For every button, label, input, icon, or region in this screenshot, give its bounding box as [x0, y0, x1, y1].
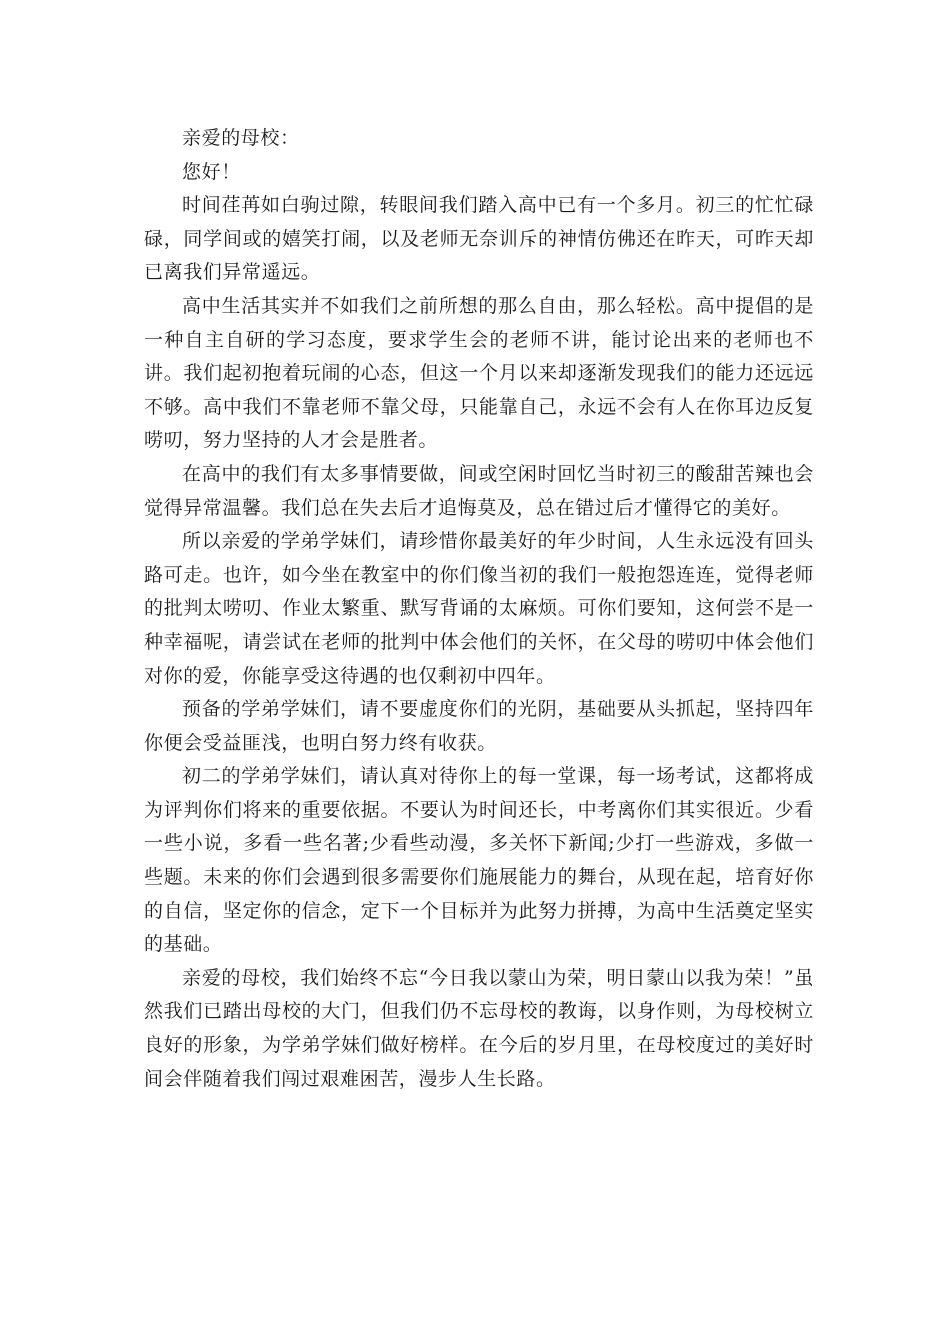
paragraph-4: 所以亲爱的学弟学妹们，请珍惜你最美好的年少时间，人生永远没有回头路可走。也许，如今坐在教室中的你们像当初的我们一般抱怨连连，觉得老师的批判太唠叨、作业太繁重、默写背诵的太麻烦。可你们要知，这何尝不是一种幸福呢，请尝试在老师的批判中体会他们的关怀，在父母的唠叨中体会他们对你的爱，你能享受这待遇的也仅剩初中四年。 — [144, 530, 814, 687]
paragraph-5: 预备的学弟学妹们，请不要虚度你们的光阴，基础要从头抓起，坚持四年你便会受益匪浅，也明白努力终有收获。 — [144, 698, 814, 754]
paragraph-1: 时间荏苒如白驹过隙，转眼间我们踏入高中已有一个多月。初三的忙忙碌碌，同学间或的嬉笑打闹，以及老师无奈训斥的神情仿佛还在昨天，可昨天却已离我们异常遥远。 — [144, 194, 814, 284]
paragraph-2: 高中生活其实并不如我们之前所想的那么自由，那么轻松。高中提倡的是一种自主自研的学习态度，要求学生会的老师不讲，能讨论出来的老师也不讲。我们起初抱着玩闹的心态，但这一个月以来却逐渐发现我们的能力还远远不够。高中我们不靠老师不靠父母，只能靠自己，永远不会有人在你耳边反复唠叨，努力坚持的人才会是胜者。 — [144, 294, 814, 452]
paragraph-6: 初二的学弟学妹们，请认真对待你上的每一堂课，每一场考试，这都将成为评判你们将来的重要依据。不要认为时间还长，中考离你们其实很近。少看一些小说，多看一些名著;少看些动漫，多关怀下新闻;少打一些游戏，多做一些题。未来的你们会遇到很多需要你们施展能力的舞台，从现在起，培育好你的自信，坚定你的信念，定下一个目标并为此努力拼搏，为高中生活奠定坚实的基础。 — [144, 765, 814, 956]
salutation: 亲爱的母校： — [182, 127, 300, 149]
letter-body — [144, 122, 814, 1096]
greeting: 您好！ — [182, 160, 241, 183]
paragraph-7: 亲爱的母校，我们始终不忘“今日我以蒙山为荣，明日蒙山以我为荣！”虽然我们已踏出母校的大门，但我们仍不忘母校的教诲，以身作则，为母校树立良好的形象，为学弟学妹们做好榜样。在今后的岁月里，在母校度过的美好时间会伴随着我们闯过艰难困苦，漫步人生长路。 — [144, 966, 814, 1090]
paragraph-3: 在高中的我们有太多事情要做，间或空闲时回忆当时初三的酸甜苦辣也会觉得异常温馨。我们总在失去后才追悔莫及，总在错过后才懂得它的美好。 — [144, 462, 814, 519]
